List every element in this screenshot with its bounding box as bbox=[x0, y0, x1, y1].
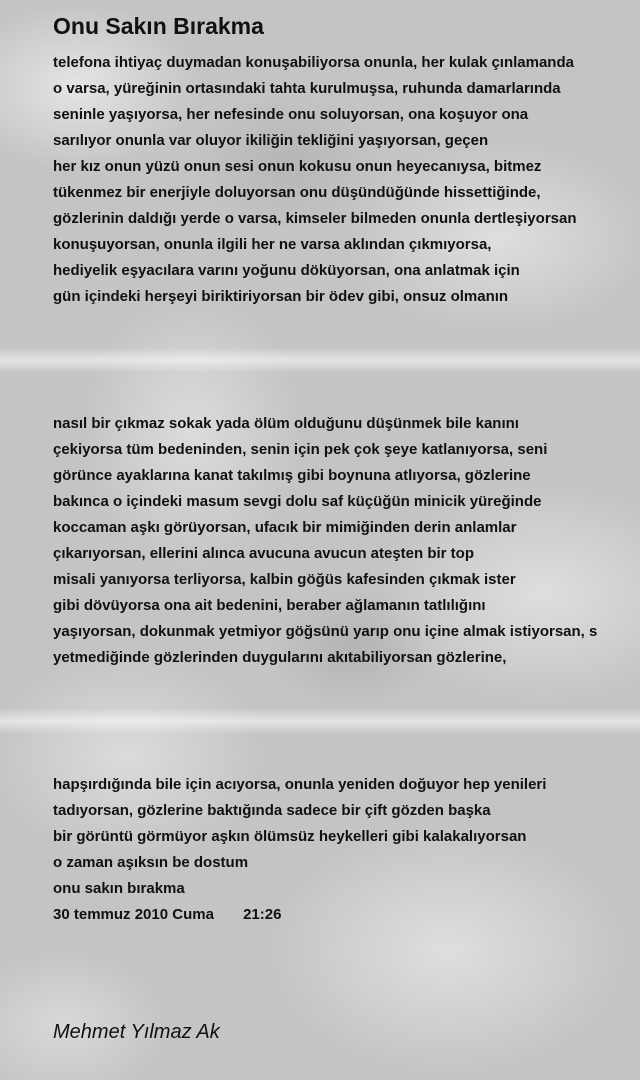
poem-line: konuşuyorsan, onunla ilgili her ne varsa aklından çıkmıyorsa, bbox=[53, 236, 492, 253]
background-band bbox=[0, 347, 640, 373]
poem-line: tükenmez bir enerjiyle doluyorsan onu düşündüğünde hissettiğinde, bbox=[53, 184, 541, 201]
poem-line: gözlerinin daldığı yerde o varsa, kimseler bilmeden onunla dertleşiyorsan bbox=[53, 210, 577, 227]
poem-line: bir görüntü görmüyor aşkın ölümsüz heykelleri gibi kalakalıyorsan bbox=[53, 828, 527, 845]
poem-date-line: 30 temmuz 2010 Cuma 21:26 bbox=[53, 906, 282, 923]
poem-line: gün içindeki herşeyi biriktiriyorsan bir ödev gibi, onsuz olmanın bbox=[53, 288, 509, 305]
poem-line: hapşırdığında bile için acıyorsa, onunla yeniden doğuyor hep yenileri bbox=[53, 776, 547, 793]
poem-line: çıkarıyorsan, ellerini alınca avucuna avucun ateşten bir top bbox=[53, 545, 474, 562]
poem-line: o varsa, yüreğinin ortasındaki tahta kurulmuşsa, ruhunda damarlarında bbox=[53, 80, 561, 97]
poem-line: gibi dövüyorsa ona ait bedenini, beraber ağlamanın tatlılığını bbox=[53, 597, 486, 614]
poem-stanza-2 bbox=[53, 411, 640, 671]
poem-line: görünce ayaklarına kanat takılmış gibi boynuna atlıyorsa, gözlerine bbox=[53, 467, 531, 484]
poem-line: çekiyorsa tüm bedeninden, senin için pek çok şeye katlanıyorsa, seni bbox=[53, 441, 548, 458]
background-band bbox=[0, 708, 640, 734]
poem-line: o zaman aşıksın be dostum bbox=[53, 854, 249, 871]
poem-line: nasıl bir çıkmaz sokak yada ölüm olduğunu düşünmek bile kanını bbox=[53, 415, 519, 432]
poem-line: misali yanıyorsa terliyorsa, kalbin göğüs kafesinden çıkmak ister bbox=[53, 571, 516, 588]
poem-line: onu sakın bırakma bbox=[53, 880, 185, 897]
poem-line: bakınca o içindeki masum sevgi dolu saf küçüğün minicik yüreğinde bbox=[53, 493, 542, 510]
poem-line: her kız onun yüzü onun sesi onun kokusu onun heyecanıysa, bitmez bbox=[53, 158, 542, 175]
poem-line: tadıyorsan, gözlerine baktığında sadece bir çift gözden başka bbox=[53, 802, 491, 819]
poem-author: Mehmet Yılmaz Ak bbox=[53, 1021, 220, 1043]
poem-line: seninle yaşıyorsa, her nefesinde onu soluyorsan, ona koşuyor ona bbox=[53, 106, 529, 123]
poem-line: telefona ihtiyaç duymadan konuşabiliyorsa onunla, her kulak çınlamanda bbox=[53, 54, 574, 71]
poem-title: Onu Sakın Bırakma bbox=[53, 13, 264, 39]
poem-line: hediyelik eşyacılara varını yoğunu döküyorsan, ona anlatmak için bbox=[53, 262, 520, 279]
poem-line: yetmediğinde gözlerinden duygularını akıtabiliyorsan gözlerine, bbox=[53, 649, 507, 666]
poem-line: sarılıyor onunla var oluyor ikiliğin tekliğini yaşıyorsan, geçen bbox=[53, 132, 489, 149]
poem-stanza-3 bbox=[53, 772, 640, 928]
poem-stanza-1 bbox=[53, 50, 640, 310]
poem-line: koccaman aşkı görüyorsan, ufacık bir mimiğinden derin anlamlar bbox=[53, 519, 517, 536]
poem-line: yaşıyorsan, dokunmak yetmiyor göğsünü yarıp onu içine almak istiyorsan, s bbox=[53, 623, 598, 640]
